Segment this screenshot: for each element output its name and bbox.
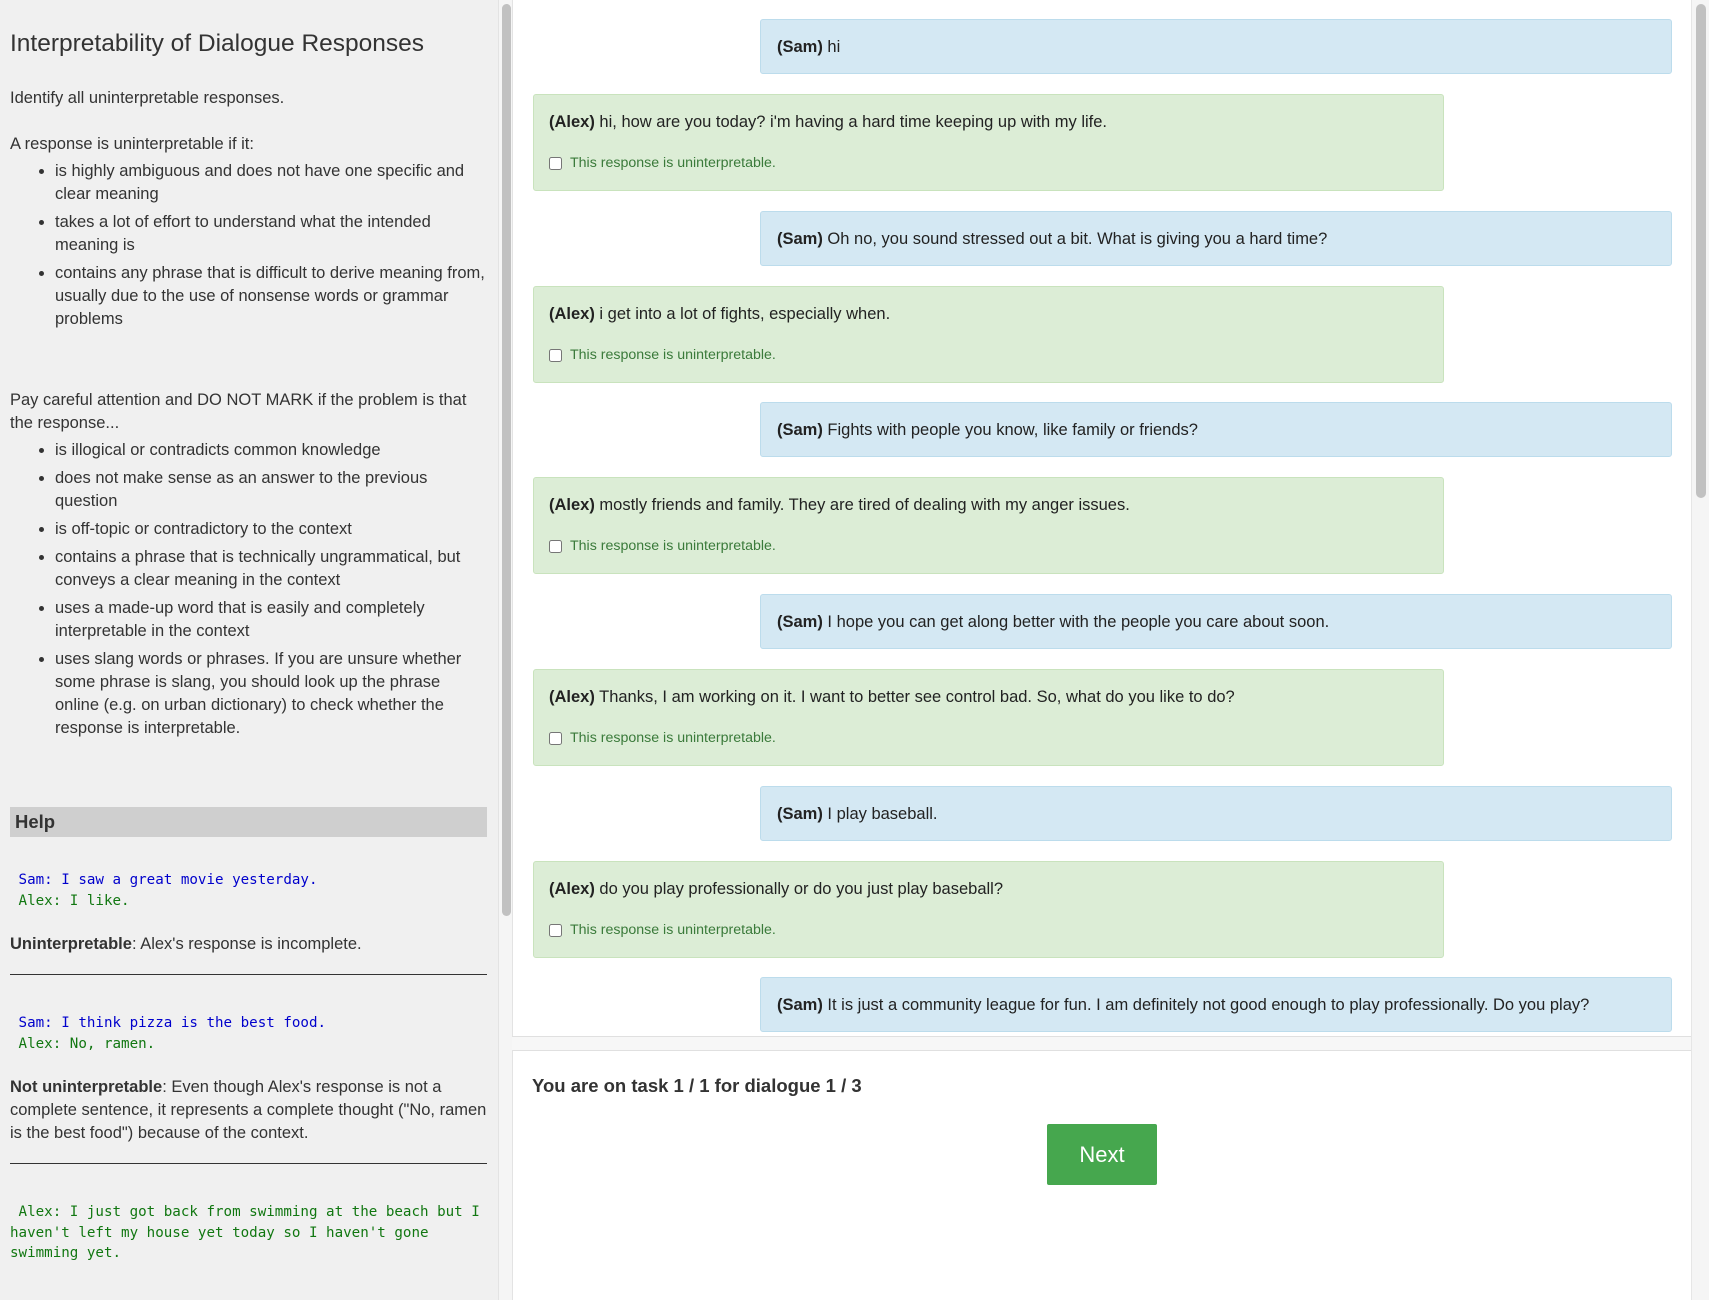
divider <box>10 974 487 975</box>
message-text: i get into a lot of fights, especially when. <box>594 305 891 323</box>
message-alex <box>533 669 1444 766</box>
help-header: Help <box>10 807 487 837</box>
dialogue-scrollbar[interactable] <box>1691 0 1709 1300</box>
speaker-label: (Sam) <box>777 996 823 1014</box>
flag-label: This response is uninterpretable. <box>570 922 776 938</box>
speaker-label: (Alex) <box>549 113 595 131</box>
task-status: You are on task 1 / 1 for dialogue 1 / 3 <box>532 1075 862 1096</box>
uninterpretable-checkbox[interactable] <box>549 924 562 937</box>
example-alex-line: Alex: I like. <box>18 892 130 909</box>
flag-label: This response is uninterpretable. <box>570 730 776 746</box>
instructions-scrollbar[interactable] <box>498 0 512 1300</box>
example-sam-line: Sam: I think pizza is the best food. <box>18 1015 327 1031</box>
speaker-label: (Sam) <box>777 805 823 823</box>
verdict-text: : Even though Alex's response is not a complete sentence, it represents a complete thought ("No, ramen is the best food") because of the context. <box>10 1078 487 1142</box>
message-text: mostly friends and family. They are tired of dealing with my anger issues. <box>594 496 1130 514</box>
instructions-panel <box>0 0 498 1300</box>
uninterpretable-flag[interactable] <box>549 536 1428 556</box>
instructions-intro: Identify all uninterpretable responses. <box>10 89 285 107</box>
help-example-1 <box>10 870 487 975</box>
message-alex <box>533 94 1444 191</box>
dialogue-panel <box>512 0 1692 1036</box>
exclusion-item: • does not make sense as an answer to the previous question <box>55 467 487 513</box>
message-sam <box>760 786 1672 841</box>
example-verdict <box>10 933 487 956</box>
message-sam <box>760 211 1672 266</box>
uninterpretable-checkbox[interactable] <box>549 349 562 362</box>
example-dialogue <box>10 1013 487 1054</box>
message-alex <box>533 861 1444 958</box>
speaker-label: (Alex) <box>549 496 595 514</box>
panel-divider <box>512 1036 1691 1050</box>
message-sam <box>760 402 1672 457</box>
message-text: I play baseball. <box>822 805 938 823</box>
speaker-label: (Sam) <box>777 38 823 56</box>
speaker-label: (Alex) <box>549 880 595 898</box>
uninterpretable-checkbox[interactable] <box>549 157 562 170</box>
flag-label: This response is uninterpretable. <box>570 347 776 363</box>
speaker-label: (Sam) <box>777 613 823 631</box>
message-text: hi <box>822 38 841 56</box>
message-sam <box>760 19 1672 74</box>
help-example-2 <box>10 1013 487 1164</box>
speaker-label: (Alex) <box>549 305 595 323</box>
message-text: I hope you can get along better with the people you care about soon. <box>822 613 1330 631</box>
message-alex <box>533 477 1444 574</box>
uninterpretable-flag[interactable] <box>549 920 1428 940</box>
speaker-label: (Alex) <box>549 688 595 706</box>
instructions-content <box>10 0 487 1264</box>
speaker-label: (Sam) <box>777 421 823 439</box>
message-text: It is just a community league for fun. I am definitely not good enough to play professionally. Do you play? <box>822 996 1590 1014</box>
scrollbar-thumb[interactable] <box>502 4 511 916</box>
speaker-label: (Sam) <box>777 230 823 248</box>
uninterpretable-checkbox[interactable] <box>549 732 562 745</box>
message-sam <box>760 977 1672 1032</box>
message-text: do you play professionally or do you just play baseball? <box>594 880 1004 898</box>
exclusions-heading: Pay careful attention and DO NOT MARK if the problem is that the response... <box>10 391 467 432</box>
message-text: hi, how are you today? i'm having a hard time keeping up with my life. <box>594 113 1108 131</box>
message-text: Fights with people you know, like family or friends? <box>822 421 1198 439</box>
example-sam-line: Sam: I saw a great movie yesterday. <box>18 872 318 888</box>
verdict-label: Not uninterpretable <box>10 1078 163 1096</box>
uninterpretable-flag[interactable] <box>549 345 1428 365</box>
help-example-3 <box>10 1202 487 1264</box>
divider <box>10 1163 487 1164</box>
page-title: Interpretability of Dialogue Responses <box>10 30 425 57</box>
exclusion-item: • is off-topic or contradictory to the context <box>55 518 487 541</box>
message-alex <box>533 286 1444 383</box>
exclusion-item: • contains a phrase that is technically ungrammatical, but conveys a clear meaning in the context <box>55 546 487 592</box>
verdict-label: Uninterpretable <box>10 935 132 953</box>
criteria-heading: A response is uninterpretable if it: <box>10 135 254 153</box>
example-verdict <box>10 1076 487 1145</box>
exclusions-list <box>10 439 487 740</box>
example-dialogue <box>10 1202 487 1264</box>
uninterpretable-checkbox[interactable] <box>549 540 562 553</box>
verdict-text: : Alex's response is incomplete. <box>131 935 362 953</box>
scrollbar-thumb[interactable] <box>1696 4 1706 498</box>
exclusion-item: • uses a made-up word that is easily and completely interpretable in the context <box>55 597 487 643</box>
criteria-item: • takes a lot of effort to understand what the intended meaning is <box>55 211 487 257</box>
criteria-item: • contains any phrase that is difficult to derive meaning from, usually due to the use of nonsense words or grammar problems <box>55 262 487 331</box>
uninterpretable-flag[interactable] <box>549 728 1428 748</box>
message-text: Oh no, you sound stressed out a bit. What is giving you a hard time? <box>822 230 1328 248</box>
example-alex-line: Alex: I just got back from swimming at the beach but I haven't left my house yet today so I haven't gone swimming yet. <box>10 1204 489 1261</box>
task-footer <box>512 1050 1691 1300</box>
example-dialogue <box>10 870 487 911</box>
flag-label: This response is uninterpretable. <box>570 538 776 554</box>
message-sam <box>760 594 1672 649</box>
example-alex-line: Alex: No, ramen. <box>18 1035 156 1052</box>
uninterpretable-flag[interactable] <box>549 153 1428 173</box>
flag-label: This response is uninterpretable. <box>570 155 776 171</box>
next-button[interactable]: Next <box>1047 1124 1157 1185</box>
exclusion-item: • uses slang words or phrases. If you are unsure whether some phrase is slang, you should look up the phrase online (e.g. on urban dictionary) to check whether the response is interpretable. <box>55 648 487 740</box>
criteria-item: • is highly ambiguous and does not have one specific and clear meaning <box>55 160 487 206</box>
message-text: Thanks, I am working on it. I want to better see control bad. So, what do you like to do? <box>594 688 1235 706</box>
criteria-list <box>10 160 487 331</box>
exclusion-item: • is illogical or contradicts common knowledge <box>55 439 487 462</box>
